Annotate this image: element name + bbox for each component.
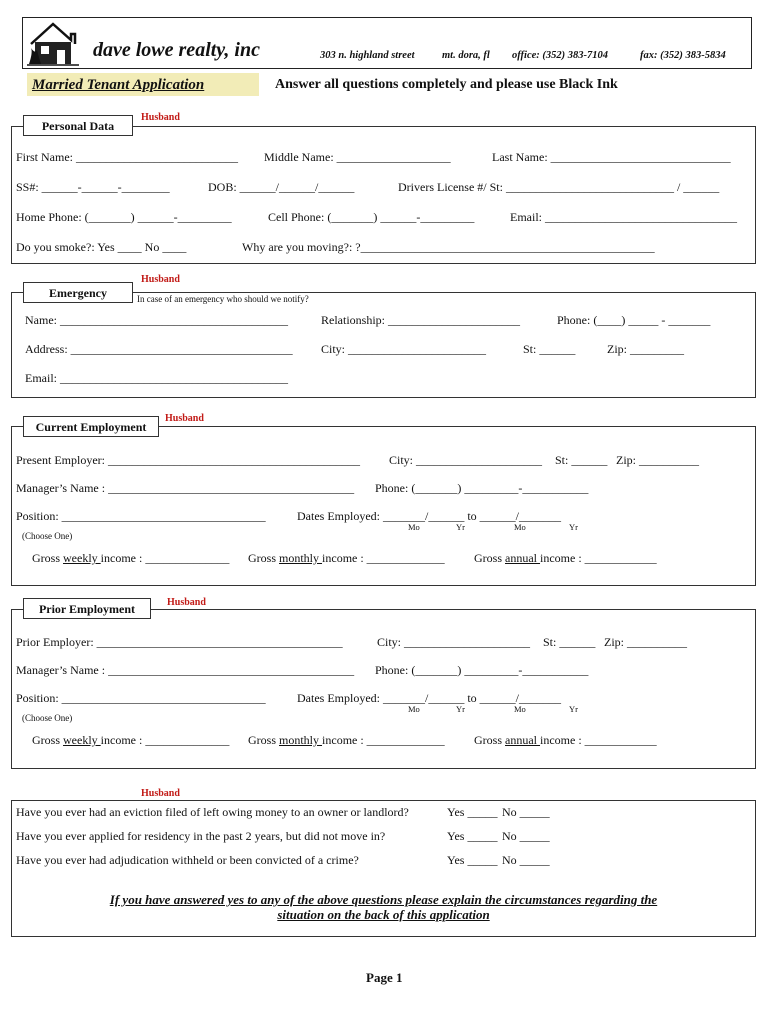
emergency-address-field[interactable]: Address: _____________________________________ bbox=[25, 342, 293, 356]
prior-monthly-income-field[interactable]: Gross monthly income : _____________ bbox=[248, 733, 445, 747]
current-phone-field[interactable]: Phone: (_______) _________-___________ bbox=[375, 481, 589, 495]
applied-yes-field[interactable]: Yes _____ bbox=[447, 829, 498, 843]
cell-phone-field[interactable]: Cell Phone: (_______) ______-_________ bbox=[268, 210, 475, 224]
dob-field[interactable]: DOB: ______/______/______ bbox=[208, 180, 355, 194]
emergency-title: Emergency bbox=[23, 282, 133, 303]
home-phone-field[interactable]: Home Phone: (_______) ______-_________ bbox=[16, 210, 232, 224]
current-position-field[interactable]: Position: __________________________________ bbox=[16, 509, 266, 523]
current-monthly-income-field[interactable]: Gross monthly income : _____________ bbox=[248, 551, 445, 565]
email-field[interactable]: Email: ________________________________ bbox=[510, 210, 737, 224]
prior-dates-mo2: Mo bbox=[514, 704, 526, 714]
question-eviction: Have you ever had an eviction filed of left owing money to an owner or landlord? bbox=[16, 805, 409, 819]
current-employment-title: Current Employment bbox=[23, 416, 159, 437]
office-phone: office: (352) 383-7104 bbox=[512, 50, 609, 61]
current-state-field[interactable]: St: ______ bbox=[555, 453, 608, 467]
crime-no-field[interactable]: No _____ bbox=[502, 853, 550, 867]
crime-yes-field[interactable]: Yes _____ bbox=[447, 853, 498, 867]
present-employer-field[interactable]: Present Employer: __________________________________________ bbox=[16, 453, 360, 467]
prior-zip-field[interactable]: Zip: __________ bbox=[604, 635, 687, 649]
emergency-note: In case of an emergency who should we notify? bbox=[137, 294, 309, 304]
prior-choose-one: (Choose One) bbox=[22, 713, 73, 723]
personal-husband-label: Husband bbox=[141, 112, 180, 123]
questions-husband-label: Husband bbox=[141, 788, 180, 799]
fax-number: fax: (352) 383-5834 bbox=[640, 50, 726, 61]
emergency-zip-field[interactable]: Zip: _________ bbox=[607, 342, 684, 356]
form-title: Married Tenant Application bbox=[32, 77, 205, 93]
company-address: 303 n. highland street bbox=[320, 50, 415, 61]
personal-data-title: Personal Data bbox=[23, 115, 133, 136]
prior-employer-field[interactable]: Prior Employer: _________________________________________ bbox=[16, 635, 343, 649]
current-zip-field[interactable]: Zip: __________ bbox=[616, 453, 699, 467]
question-applied: Have you ever applied for residency in the past 2 years, but did not move in? bbox=[16, 829, 386, 843]
current-husband-label: Husband bbox=[165, 413, 204, 424]
current-annual-income-field[interactable]: Gross annual income : ____________ bbox=[474, 551, 657, 565]
house-logo-icon bbox=[27, 20, 79, 66]
ssn-field[interactable]: SS#: ______-______-________ bbox=[16, 180, 170, 194]
emergency-relationship-field[interactable]: Relationship: ______________________ bbox=[321, 313, 520, 327]
explain-instructions-line2: situation on the back of this application bbox=[277, 907, 490, 922]
emergency-city-field[interactable]: City: _______________________ bbox=[321, 342, 487, 356]
prior-husband-label: Husband bbox=[167, 597, 206, 608]
middle-name-field[interactable]: Middle Name: ___________________ bbox=[264, 150, 451, 164]
prior-dates-field[interactable]: Dates Employed: _______/______ to ______/_______ bbox=[297, 691, 561, 705]
prior-annual-income-field[interactable]: Gross annual income : ____________ bbox=[474, 733, 657, 747]
instructions: Answer all questions completely and please use Black Ink bbox=[275, 77, 618, 92]
current-dates-yr2: Yr bbox=[569, 522, 578, 532]
prior-position-field[interactable]: Position: __________________________________ bbox=[16, 691, 266, 705]
emergency-husband-label: Husband bbox=[141, 274, 180, 285]
current-dates-mo1: Mo bbox=[408, 522, 420, 532]
emergency-email-field[interactable]: Email: ______________________________________ bbox=[25, 371, 288, 385]
explain-instructions-line1: If you have answered yes to any of the above questions please explain the circumstances regarding the bbox=[109, 892, 658, 907]
company-name: dave lowe realty, inc bbox=[93, 39, 260, 61]
first-name-field[interactable]: First Name: ___________________________ bbox=[16, 150, 238, 164]
current-dates-yr1: Yr bbox=[456, 522, 465, 532]
emergency-phone-field[interactable]: Phone: (____) _____ - _______ bbox=[557, 313, 711, 327]
applied-no-field[interactable]: No _____ bbox=[502, 829, 550, 843]
prior-manager-field[interactable]: Manager’s Name : _________________________________________ bbox=[16, 663, 355, 677]
prior-city-field[interactable]: City: _____________________ bbox=[377, 635, 531, 649]
current-dates-mo2: Mo bbox=[514, 522, 526, 532]
eviction-no-field[interactable]: No _____ bbox=[502, 805, 550, 819]
company-city: mt. dora, fl bbox=[442, 50, 490, 61]
last-name-field[interactable]: Last Name: ______________________________ bbox=[492, 150, 731, 164]
prior-weekly-income-field[interactable]: Gross weekly income : ______________ bbox=[32, 733, 230, 747]
eviction-yes-field[interactable]: Yes _____ bbox=[447, 805, 498, 819]
drivers-license-field[interactable]: Drivers License #/ St: ____________________________ / ______ bbox=[398, 180, 720, 194]
smoke-field[interactable]: Do you smoke?: Yes ____ No ____ bbox=[16, 240, 187, 254]
prior-state-field[interactable]: St: ______ bbox=[543, 635, 596, 649]
question-crime: Have you ever had adjudication withheld or been convicted of a crime? bbox=[16, 853, 359, 867]
prior-employment-title: Prior Employment bbox=[23, 598, 151, 619]
prior-phone-field[interactable]: Phone: (_______) _________-___________ bbox=[375, 663, 589, 677]
page-number: Page 1 bbox=[366, 970, 403, 985]
emergency-name-field[interactable]: Name: ______________________________________ bbox=[25, 313, 288, 327]
prior-dates-yr2: Yr bbox=[569, 704, 578, 714]
emergency-state-field[interactable]: St: ______ bbox=[523, 342, 576, 356]
current-dates-field[interactable]: Dates Employed: _______/______ to ______/_______ bbox=[297, 509, 561, 523]
current-choose-one: (Choose One) bbox=[22, 531, 73, 541]
current-city-field[interactable]: City: _____________________ bbox=[389, 453, 543, 467]
current-weekly-income-field[interactable]: Gross weekly income : ______________ bbox=[32, 551, 230, 565]
moving-reason-field[interactable]: Why are you moving?: ?_________________________________________________ bbox=[242, 240, 655, 254]
current-manager-field[interactable]: Manager’s Name : _________________________________________ bbox=[16, 481, 355, 495]
prior-dates-yr1: Yr bbox=[456, 704, 465, 714]
prior-dates-mo1: Mo bbox=[408, 704, 420, 714]
